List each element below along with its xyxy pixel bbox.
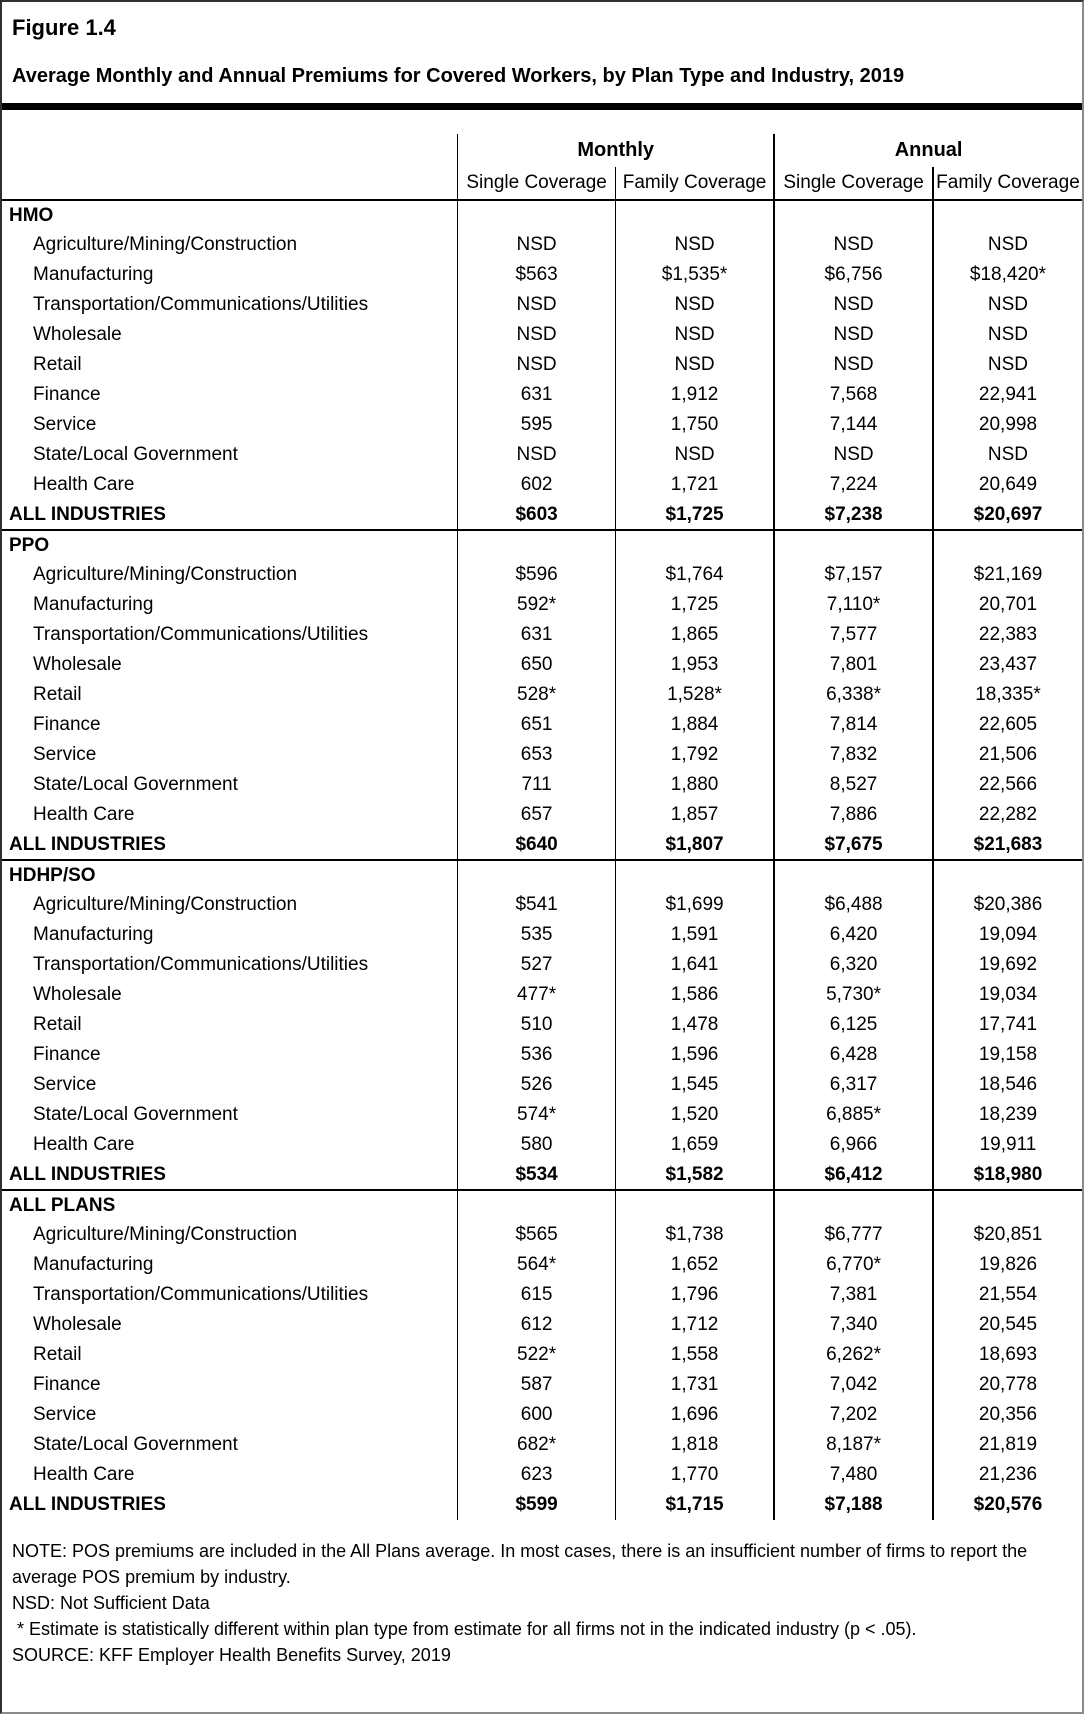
plan-type-label: HMO	[9, 204, 54, 226]
industry-row	[2, 440, 1082, 470]
premium-value: 1,770	[615, 1460, 774, 1490]
industry-label: Manufacturing	[33, 594, 154, 615]
premium-value: $20,386	[933, 890, 1082, 920]
premium-value: 21,506	[933, 740, 1082, 770]
premium-value: 21,819	[933, 1430, 1082, 1460]
premium-value: 18,239	[933, 1100, 1082, 1130]
premium-value: 8,187*	[774, 1430, 933, 1460]
premium-value: 1,478	[615, 1010, 774, 1040]
premium-value: 6,338*	[774, 680, 933, 710]
premium-value: 631	[458, 620, 616, 650]
plan-type-row	[2, 860, 1082, 890]
premium-value: 536	[458, 1040, 616, 1070]
industry-label: Finance	[33, 714, 101, 735]
premium-value: NSD	[933, 290, 1082, 320]
column-group-annual: Annual	[774, 134, 1082, 167]
industry-label: Service	[33, 1074, 97, 1095]
empty-cell	[933, 860, 1082, 890]
industry-label: Agriculture/Mining/Construction	[33, 564, 298, 585]
premium-value: 7,832	[774, 740, 933, 770]
premium-value: NSD	[774, 440, 933, 470]
premium-value: $534	[458, 1160, 616, 1190]
all-industries-label: ALL INDUSTRIES	[2, 500, 458, 530]
premium-value: 1,953	[615, 650, 774, 680]
empty-cell	[774, 530, 933, 560]
premium-value: 22,605	[933, 710, 1082, 740]
premium-value: 7,577	[774, 620, 933, 650]
premium-value: 1,796	[615, 1280, 774, 1310]
empty-cell	[458, 200, 616, 230]
industry-row	[2, 590, 1082, 620]
premium-value: 22,566	[933, 770, 1082, 800]
premium-value: 1,857	[615, 800, 774, 830]
empty-cell	[933, 200, 1082, 230]
premium-value: 7,480	[774, 1460, 933, 1490]
premium-value: 1,880	[615, 770, 774, 800]
premium-value: NSD	[615, 350, 774, 380]
premium-value: $20,851	[933, 1220, 1082, 1250]
premium-value: 592*	[458, 590, 616, 620]
premium-value: 18,335*	[933, 680, 1082, 710]
plan-type-label: PPO	[9, 534, 50, 556]
all-industries-row	[2, 500, 1082, 530]
industry-label: Wholesale	[33, 1314, 122, 1335]
premium-value: 650	[458, 650, 616, 680]
industry-label: Health Care	[33, 474, 135, 495]
industry-row	[2, 1220, 1082, 1250]
premium-value: $599	[458, 1490, 616, 1520]
premium-value: 19,826	[933, 1250, 1082, 1280]
industry-row	[2, 1340, 1082, 1370]
empty-cell	[774, 1190, 933, 1220]
industry-label: Retail	[33, 354, 82, 375]
premium-value: NSD	[458, 320, 616, 350]
title-block	[2, 2, 1082, 88]
premium-value: 1,792	[615, 740, 774, 770]
column-group-row	[2, 134, 1082, 167]
industry-row	[2, 1250, 1082, 1280]
industry-label: Agriculture/Mining/Construction	[33, 234, 298, 255]
premium-value: 1,721	[615, 470, 774, 500]
premium-value: NSD	[458, 290, 616, 320]
industry-row	[2, 1100, 1082, 1130]
empty-cell	[615, 530, 774, 560]
premium-value: 6,320	[774, 950, 933, 980]
nsd-note: NSD: Not Sufficient Data	[12, 1593, 210, 1613]
premium-value: NSD	[458, 440, 616, 470]
premium-value: $1,807	[615, 830, 774, 860]
premium-value: 6,420	[774, 920, 933, 950]
premium-value: 20,545	[933, 1310, 1082, 1340]
industry-row	[2, 1430, 1082, 1460]
premium-value: 23,437	[933, 650, 1082, 680]
industry-row	[2, 620, 1082, 650]
footnotes	[2, 1520, 1082, 1668]
premium-value: 18,546	[933, 1070, 1082, 1100]
premium-value: 682*	[458, 1430, 616, 1460]
column-group-monthly: Monthly	[458, 134, 774, 167]
premium-value: 6,317	[774, 1070, 933, 1100]
industry-label: State/Local Government	[33, 774, 238, 795]
industry-label: State/Local Government	[33, 1104, 238, 1125]
premium-value: 7,110*	[774, 590, 933, 620]
premium-value: 20,649	[933, 470, 1082, 500]
industry-label: Health Care	[33, 1464, 135, 1485]
premium-value: 7,202	[774, 1400, 933, 1430]
industry-row	[2, 650, 1082, 680]
industry-label: Manufacturing	[33, 924, 154, 945]
all-industries-row	[2, 830, 1082, 860]
industry-row	[2, 1460, 1082, 1490]
figure-title: Average Monthly and Annual Premiums for Covered Workers, by Plan Type and Industry, 2019	[12, 65, 905, 87]
industry-label: Agriculture/Mining/Construction	[33, 1224, 298, 1245]
premium-value: 1,818	[615, 1430, 774, 1460]
premium-value: $6,777	[774, 1220, 933, 1250]
industry-row	[2, 770, 1082, 800]
figure-label: Figure 1.4	[12, 15, 116, 40]
premium-value: $1,582	[615, 1160, 774, 1190]
plan-type-row	[2, 200, 1082, 230]
premium-value: 8,527	[774, 770, 933, 800]
industry-row	[2, 1370, 1082, 1400]
premium-value: $603	[458, 500, 616, 530]
premium-value: 6,428	[774, 1040, 933, 1070]
premium-value: 7,042	[774, 1370, 933, 1400]
premium-value: 522*	[458, 1340, 616, 1370]
col-header-annual-family: Family Coverage	[933, 167, 1082, 200]
premium-value: NSD	[615, 320, 774, 350]
empty-cell	[615, 1190, 774, 1220]
industry-row	[2, 950, 1082, 980]
premium-value: 631	[458, 380, 616, 410]
col-header-annual-single: Single Coverage	[774, 167, 933, 200]
premium-value: $6,488	[774, 890, 933, 920]
premium-value: $20,576	[933, 1490, 1082, 1520]
premium-value: 7,340	[774, 1310, 933, 1340]
premium-value: $6,756	[774, 260, 933, 290]
corner-cell	[2, 134, 458, 167]
premium-value: 7,814	[774, 710, 933, 740]
industry-row	[2, 710, 1082, 740]
title-divider-rule	[2, 103, 1082, 110]
all-industries-row	[2, 1160, 1082, 1190]
industry-row	[2, 380, 1082, 410]
premium-value: 1,558	[615, 1340, 774, 1370]
premium-value: 600	[458, 1400, 616, 1430]
premium-value: NSD	[774, 350, 933, 380]
industry-label: Health Care	[33, 1134, 135, 1155]
premium-value: 19,692	[933, 950, 1082, 980]
premium-value: 564*	[458, 1250, 616, 1280]
premium-value: 653	[458, 740, 616, 770]
industry-row	[2, 1070, 1082, 1100]
industry-row	[2, 920, 1082, 950]
premium-value: 657	[458, 800, 616, 830]
industry-label: Service	[33, 1404, 97, 1425]
corner-cell	[2, 167, 458, 200]
premium-value: 580	[458, 1130, 616, 1160]
premium-value: 1,652	[615, 1250, 774, 1280]
premium-value: 587	[458, 1370, 616, 1400]
all-industries-label: ALL INDUSTRIES	[2, 830, 458, 860]
premium-value: $1,535*	[615, 260, 774, 290]
premium-value: 595	[458, 410, 616, 440]
premium-value: $563	[458, 260, 616, 290]
empty-cell	[774, 860, 933, 890]
industry-label: Service	[33, 744, 97, 765]
premium-value: NSD	[615, 440, 774, 470]
empty-cell	[615, 200, 774, 230]
premium-value: 7,801	[774, 650, 933, 680]
premium-value: NSD	[774, 230, 933, 260]
premium-value: 6,770*	[774, 1250, 933, 1280]
premium-value: $7,238	[774, 500, 933, 530]
premium-value: 20,356	[933, 1400, 1082, 1430]
column-header-row	[2, 167, 1082, 200]
premium-value: 20,701	[933, 590, 1082, 620]
industry-row	[2, 410, 1082, 440]
source-note: SOURCE: KFF Employer Health Benefits Survey, 2019	[12, 1645, 451, 1665]
premium-value: 1,712	[615, 1310, 774, 1340]
plan-type-row	[2, 1190, 1082, 1220]
premium-value: NSD	[774, 320, 933, 350]
premium-value: 1,659	[615, 1130, 774, 1160]
premium-value: 1,520	[615, 1100, 774, 1130]
premium-value: 6,885*	[774, 1100, 933, 1130]
table-header	[2, 134, 1082, 200]
all-industries-label: ALL INDUSTRIES	[2, 1160, 458, 1190]
premium-value: $7,188	[774, 1490, 933, 1520]
premium-value: 6,125	[774, 1010, 933, 1040]
premium-value: $18,420*	[933, 260, 1082, 290]
premium-value: $541	[458, 890, 616, 920]
col-header-monthly-family: Family Coverage	[615, 167, 774, 200]
industry-label: Agriculture/Mining/Construction	[33, 894, 298, 915]
plan-type-label: ALL PLANS	[9, 1194, 116, 1216]
premium-value: $18,980	[933, 1160, 1082, 1190]
premium-value: 5,730*	[774, 980, 933, 1010]
premium-value: 1,696	[615, 1400, 774, 1430]
premium-value: $6,412	[774, 1160, 933, 1190]
industry-row	[2, 560, 1082, 590]
premium-value: 1,591	[615, 920, 774, 950]
premium-value: $1,725	[615, 500, 774, 530]
premium-value: 7,568	[774, 380, 933, 410]
premium-value: 1,586	[615, 980, 774, 1010]
premium-value: 623	[458, 1460, 616, 1490]
industry-label: Manufacturing	[33, 264, 154, 285]
industry-label: Retail	[33, 1014, 82, 1035]
premium-value: 1,528*	[615, 680, 774, 710]
premium-value: 526	[458, 1070, 616, 1100]
premium-value: 7,144	[774, 410, 933, 440]
premium-value: 651	[458, 710, 616, 740]
industry-label: Manufacturing	[33, 1254, 154, 1275]
industry-row	[2, 980, 1082, 1010]
premium-value: 7,381	[774, 1280, 933, 1310]
empty-cell	[774, 200, 933, 230]
industry-row	[2, 740, 1082, 770]
premium-value: NSD	[615, 290, 774, 320]
premium-value: 19,034	[933, 980, 1082, 1010]
premium-value: 1,545	[615, 1070, 774, 1100]
plan-type-row	[2, 530, 1082, 560]
industry-row	[2, 1310, 1082, 1340]
industry-label: State/Local Government	[33, 444, 238, 465]
premium-value: $21,169	[933, 560, 1082, 590]
premium-value: $21,683	[933, 830, 1082, 860]
premium-value: NSD	[615, 230, 774, 260]
industry-row	[2, 1010, 1082, 1040]
industry-label: Wholesale	[33, 324, 122, 345]
premium-value: 6,966	[774, 1130, 933, 1160]
empty-cell	[933, 530, 1082, 560]
premium-value: $20,697	[933, 500, 1082, 530]
premium-value: 711	[458, 770, 616, 800]
industry-label: Finance	[33, 1374, 101, 1395]
industry-row	[2, 350, 1082, 380]
premium-value: 1,641	[615, 950, 774, 980]
premium-value: $1,764	[615, 560, 774, 590]
premium-value: 615	[458, 1280, 616, 1310]
industry-row	[2, 320, 1082, 350]
premium-value: 19,911	[933, 1130, 1082, 1160]
premium-value: 19,158	[933, 1040, 1082, 1070]
premiums-table	[2, 134, 1082, 1520]
empty-cell	[458, 860, 616, 890]
pos-note: NOTE: POS premiums are included in the All Plans average. In most cases, there is an insufficient number of firms to report the average POS premium by industry.	[12, 1541, 1028, 1587]
premium-value: NSD	[933, 350, 1082, 380]
premium-value: $640	[458, 830, 616, 860]
premium-value: 18,693	[933, 1340, 1082, 1370]
industry-row	[2, 290, 1082, 320]
premium-value: 1,912	[615, 380, 774, 410]
premium-value: NSD	[774, 290, 933, 320]
industry-label: Transportation/Communications/Utilities	[33, 954, 369, 975]
industry-row	[2, 1130, 1082, 1160]
premium-value: 22,941	[933, 380, 1082, 410]
premium-value: $1,738	[615, 1220, 774, 1250]
premium-value: 510	[458, 1010, 616, 1040]
table-body	[2, 200, 1082, 1520]
industry-label: Health Care	[33, 804, 135, 825]
premium-value: 1,884	[615, 710, 774, 740]
premium-value: 574*	[458, 1100, 616, 1130]
premium-value: 20,778	[933, 1370, 1082, 1400]
premium-value: 19,094	[933, 920, 1082, 950]
premium-value: $1,715	[615, 1490, 774, 1520]
premium-value: $7,157	[774, 560, 933, 590]
industry-row	[2, 1280, 1082, 1310]
premium-value: 1,750	[615, 410, 774, 440]
industry-row	[2, 890, 1082, 920]
plan-type-label: HDHP/SO	[9, 864, 96, 886]
premium-value: 20,998	[933, 410, 1082, 440]
premium-value: 528*	[458, 680, 616, 710]
industry-row	[2, 800, 1082, 830]
industry-row	[2, 470, 1082, 500]
industry-label: Transportation/Communications/Utilities	[33, 294, 369, 315]
industry-row	[2, 260, 1082, 290]
premium-value: NSD	[458, 350, 616, 380]
premium-value: 1,865	[615, 620, 774, 650]
premium-value: 7,224	[774, 470, 933, 500]
premium-value: 22,383	[933, 620, 1082, 650]
premium-value: NSD	[933, 440, 1082, 470]
industry-label: Finance	[33, 1044, 101, 1065]
premium-value: 22,282	[933, 800, 1082, 830]
asterisk-note: * Estimate is statistically different within plan type from estimate for all firms not in the indicated industry (p < .05).	[17, 1619, 917, 1639]
industry-label: Retail	[33, 1344, 82, 1365]
premium-value: 535	[458, 920, 616, 950]
premium-value: 527	[458, 950, 616, 980]
industry-row	[2, 1400, 1082, 1430]
premium-value: $1,699	[615, 890, 774, 920]
premium-value: NSD	[933, 320, 1082, 350]
col-header-monthly-single: Single Coverage	[458, 167, 616, 200]
premium-value: 1,731	[615, 1370, 774, 1400]
premium-value: 1,596	[615, 1040, 774, 1070]
industry-label: State/Local Government	[33, 1434, 238, 1455]
industry-label: Transportation/Communications/Utilities	[33, 1284, 369, 1305]
premium-value: 612	[458, 1310, 616, 1340]
premium-value: 7,886	[774, 800, 933, 830]
industry-row	[2, 230, 1082, 260]
premium-value: $7,675	[774, 830, 933, 860]
all-industries-label: ALL INDUSTRIES	[9, 1494, 166, 1515]
empty-cell	[458, 1190, 616, 1220]
premium-value: NSD	[933, 230, 1082, 260]
premium-value: 17,741	[933, 1010, 1082, 1040]
industry-label: Finance	[33, 384, 101, 405]
empty-cell	[615, 860, 774, 890]
premium-value: $565	[458, 1220, 616, 1250]
industry-label: Retail	[33, 684, 82, 705]
empty-cell	[458, 530, 616, 560]
premium-value: $596	[458, 560, 616, 590]
premium-value: 21,236	[933, 1460, 1082, 1490]
industry-label: Wholesale	[33, 984, 122, 1005]
premium-value: 602	[458, 470, 616, 500]
premium-value: 21,554	[933, 1280, 1082, 1310]
industry-row	[2, 1040, 1082, 1070]
premium-value: 6,262*	[774, 1340, 933, 1370]
empty-cell	[933, 1190, 1082, 1220]
premium-value: NSD	[458, 230, 616, 260]
premium-value: 1,725	[615, 590, 774, 620]
premium-value: 477*	[458, 980, 616, 1010]
all-industries-row	[2, 1490, 1082, 1520]
industry-label: Service	[33, 414, 97, 435]
industry-label: Transportation/Communications/Utilities	[33, 624, 369, 645]
industry-label: Wholesale	[33, 654, 122, 675]
industry-row	[2, 680, 1082, 710]
